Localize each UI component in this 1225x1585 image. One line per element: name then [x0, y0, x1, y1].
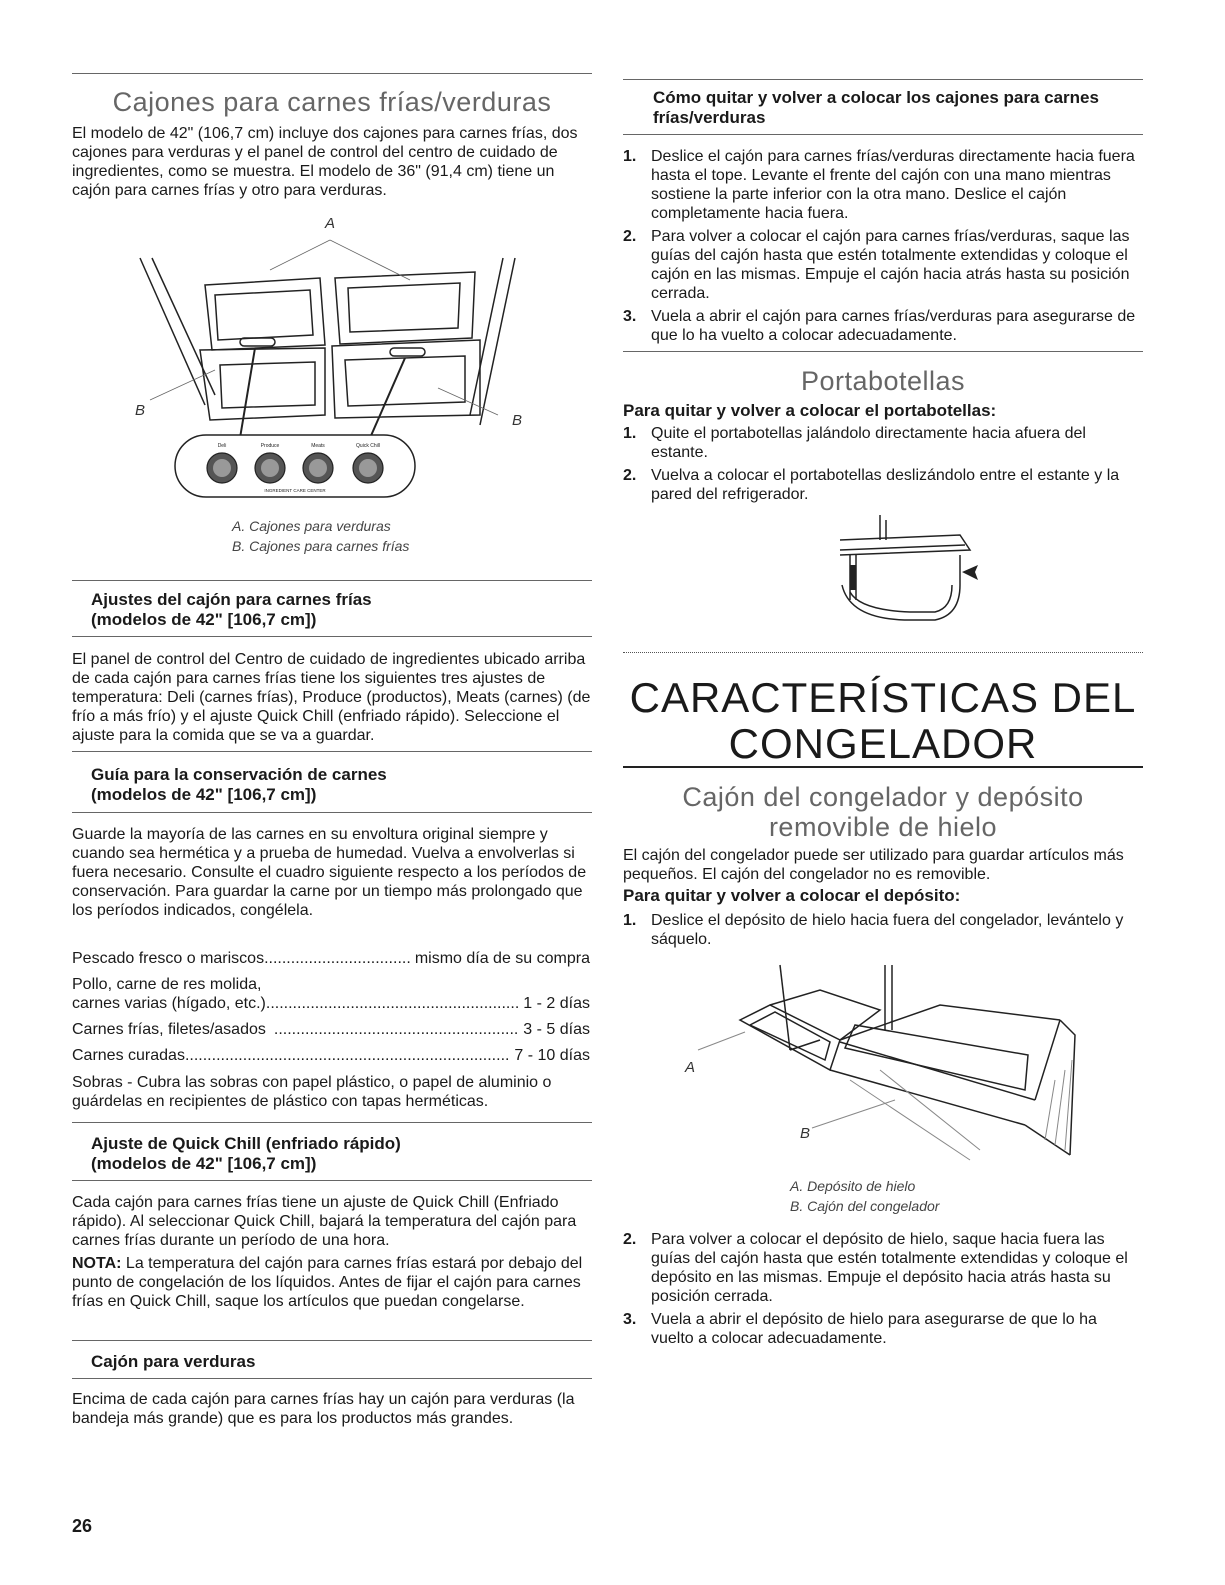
panel-button-deli: Deli — [217, 443, 227, 449]
heading-como-quitar: Cómo quitar y volver a colocar los cajones para carnes frías/verduras — [653, 88, 1099, 127]
label-b-right: B — [512, 412, 523, 429]
label-a-freezer: A — [685, 1059, 696, 1076]
rule-caracteristicas-bottom — [623, 766, 1143, 768]
section-title-cajon-congelador: Cajón del congelador y depósito removible de hielo — [682, 782, 1084, 842]
crisper-drawer-illustration — [120, 210, 540, 510]
rule-portabotellas-top — [623, 351, 1143, 352]
freezer-drawer-figure — [680, 960, 1100, 1175]
intro-paragraph: El modelo de 42" (106,7 cm) incluye dos cajones para carnes frías, dos cajones para verduras y el panel de control del centro de cuidado de ingredientes, como se muestra. El modelo de 36" (91,4 cm) tiene un cajón para carnes frías y otro para verduras. — [72, 125, 578, 199]
section-title-portabotellas: Portabotellas — [800, 366, 966, 396]
storage-row-pollo: carnes varias (hígado, etc.) ..... 1 - 2 días — [72, 994, 590, 1013]
figure3-caption-a: A. Depósito de hielo — [790, 1178, 916, 1194]
cajon-subheading: Para quitar y volver a colocar el depósito: — [623, 886, 961, 905]
storage-table — [72, 949, 590, 1065]
cajon-step-1-list — [623, 911, 1143, 953]
como-steps — [623, 147, 1143, 349]
rule-guia-bottom — [72, 812, 592, 813]
cajon-step-1: 1. Deslice el depósito de hielo hacia fuera del congelador, levántelo y sáquelo. — [623, 912, 1124, 948]
verduras-paragraph: Encima de cada cajón para carnes frías hay un cajón para verduras (la bandeja más grande) que es para los productos más grandes. — [72, 1391, 575, 1427]
label-a: A — [325, 215, 336, 232]
big-title-caracteristicas: CARACTERÍSTICAS DEL CONGELADOR — [629, 674, 1137, 767]
panel-button-quick-chill: Quick Chill — [356, 443, 380, 449]
heading-ajustes: Ajustes del cajón para carnes frías (modelos de 42" [106,7 cm]) — [91, 590, 372, 629]
top-rule-left — [72, 73, 592, 74]
rule-como-bottom — [623, 134, 1143, 135]
portabotellas-subheading: Para quitar y volver a colocar el portabotellas: — [623, 401, 997, 420]
como-step-2: 2. Para volver a colocar el cajón para carnes frías/verduras, saque las guías del cajón hasta que estén totalmente extendidas y coloque el cajón en las mismas. Empuje el cajón hacia atrás hasta su posición cerrada. — [623, 228, 1130, 302]
cajon-step-2: 2. Para volver a colocar el depósito de hielo, saque hacia fuera las guías del cajón hasta que estén totalmente extendidas y coloque el depósito en las mismas. Empuje el depósito hacia atrás hasta su posición cerrada. — [623, 1231, 1128, 1305]
rule-ajustes-top — [72, 580, 592, 581]
cajon-steps-rest — [623, 1230, 1143, 1352]
figure1-caption-a: A. Cajones para verduras — [232, 518, 391, 534]
storage-row-pescado: Pescado fresco o mariscos ..... mismo día de su compra — [72, 949, 590, 968]
top-rule-right — [623, 79, 1143, 80]
panel-button-meats: Meats — [311, 443, 325, 449]
storage-row-curadas: Carnes curadas ..... 7 - 10 días — [72, 1046, 590, 1065]
section-title-cajones: Cajones para carnes frías/verduras — [112, 87, 552, 117]
rule-ajustes-bottom — [72, 636, 592, 637]
label-b-freezer: B — [800, 1125, 811, 1142]
storage-row-carnes-frias: Carnes frías, filetes/asados ..... 3 - 5 días — [72, 1020, 590, 1039]
rule-quick-bottom — [72, 1180, 592, 1181]
rule-caracteristicas-top — [623, 652, 1143, 653]
rule-guia-top — [72, 751, 592, 752]
page-number: 26 — [72, 1516, 93, 1536]
heading-verduras: Cajón para verduras — [91, 1352, 256, 1371]
crisper-figure — [120, 210, 540, 510]
cajon-intro-paragraph: El cajón del congelador puede ser utilizado para guardar artículos más pequeños. El cajón del congelador no es removible. — [623, 847, 1124, 883]
rule-verduras-bottom — [72, 1378, 592, 1379]
como-step-3: 3. Vuela a abrir el cajón para carnes frías/verduras para asegurarse de que lo ha vuelto a colocar adecuadamente. — [623, 308, 1136, 344]
rule-quick-top — [72, 1122, 592, 1123]
figure3-caption-b: B. Cajón del congelador — [790, 1198, 940, 1214]
label-b-left: B — [135, 402, 146, 419]
portabotellas-step-1: 1. Quite el portabotellas jalándolo directamente hacia afuera del estante. — [623, 425, 1086, 461]
heading-guia: Guía para la conservación de carnes (modelos de 42" [106,7 cm]) — [91, 765, 387, 804]
nota-label: NOTA: — [72, 1255, 122, 1272]
cajon-step-3: 3. Vuela a abrir el depósito de hielo para asegurarse de que lo ha vuelto a colocar adecuadamente. — [623, 1311, 1097, 1347]
bottle-holder-illustration — [820, 510, 1000, 625]
freezer-drawer-illustration — [680, 960, 1100, 1175]
nota-text: La temperatura del cajón para carnes frías estará por debajo del punto de congelación de los líquidos. Antes de fijar el cajón para carnes frías en Quick Chill, saque los artículos que puedan congelarse. — [72, 1255, 583, 1310]
panel-button-produce: Produce — [260, 443, 280, 449]
como-step-1: 1. Deslice el cajón para carnes frías/verduras directamente hacia fuera hasta el tope. Levante el frente del cajón con una mano mientras sostiene la parte inferior con la otra mano. Deslice el cajón completamente hacia fuera. — [623, 148, 1135, 222]
nota-paragraph — [72, 1254, 592, 1311]
figure1-caption-b: B. Cajones para carnes frías — [232, 538, 410, 554]
panel-title: INGREDIENT CARE CENTER — [264, 488, 326, 493]
sobras-paragraph: Sobras - Cubra las sobras con papel plástico, o papel de aluminio o guárdelas en recipientes de plástico con tapas herméticas. — [72, 1074, 552, 1110]
quick-chill-paragraph: Cada cajón para carnes frías tiene un ajuste de Quick Chill (Enfriado rápido). Al seleccionar Quick Chill, bajará la temperatura del cajón para carnes frías durante un período de una hora. — [72, 1194, 577, 1249]
storage-row-pollo-label: Pollo, carne de res molida, — [72, 976, 262, 993]
heading-quick-chill: Ajuste de Quick Chill (enfriado rápido) (modelos de 42" [106,7 cm]) — [91, 1134, 401, 1173]
guia-paragraph: Guarde la mayoría de las carnes en su envoltura original siempre y cuando sea hermética y a prueba de humedad. Vuelva a envolverlas si fuera necesario. Consulte el cuadro siguiente respecto a los períodos de conservación. Para guardar la carne por un tiempo más prolongado que los períodos indicados, congélela. — [72, 826, 587, 919]
arrow-icon — [962, 565, 978, 580]
portabotellas-steps — [623, 424, 1143, 508]
portabotellas-step-2: 2. Vuelva a colocar el portabotellas deslizándolo entre el estante y la pared del refrigerador. — [623, 467, 1120, 503]
bottle-holder-figure — [820, 510, 1000, 625]
rule-verduras-top — [72, 1340, 592, 1341]
ajustes-paragraph: El panel de control del Centro de cuidado de ingredientes ubicado arriba de cada cajón para carnes frías tiene los siguientes tres ajustes de temperatura: Deli (carnes frías), Produce (productos), Meats (carnes) (de frío a más frío) y el ajuste Quick Chill (enfriado rápido). Seleccione el ajuste para la comida que se va a guardar. — [72, 651, 591, 744]
